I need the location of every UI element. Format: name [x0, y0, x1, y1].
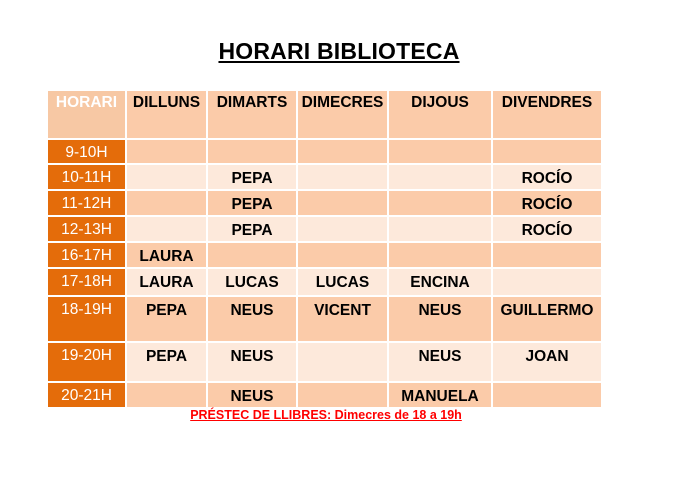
column-header-monday: DILLUNS [126, 91, 207, 139]
hour-cell: 20-21H [48, 382, 126, 408]
table-cell [126, 164, 207, 190]
table-cell [207, 139, 297, 164]
lending-note: PRÉSTEC DE LLIBRES: Dimecres de 18 a 19h [190, 408, 462, 422]
table-cell [126, 139, 207, 164]
table-cell [492, 139, 602, 164]
hour-cell: 16-17H [48, 242, 126, 268]
table-cell [297, 164, 388, 190]
table-cell: PEPA [207, 190, 297, 216]
table-cell: PEPA [207, 164, 297, 190]
table-cell: NEUS [388, 296, 492, 342]
table-cell [297, 242, 388, 268]
header-row [48, 91, 602, 139]
table-cell [126, 216, 207, 242]
schedule-table [48, 91, 603, 409]
column-header-thursday: DIJOUS [388, 91, 492, 139]
table-cell [388, 190, 492, 216]
table-row [48, 242, 602, 268]
table-cell [388, 164, 492, 190]
table-cell: PEPA [126, 296, 207, 342]
table-cell [388, 216, 492, 242]
column-header-tuesday: DIMARTS [207, 91, 297, 139]
table-cell: ROCÍO [492, 216, 602, 242]
table-row [48, 342, 602, 382]
table-cell: ENCINA [388, 268, 492, 296]
table-cell [126, 190, 207, 216]
table-cell [492, 268, 602, 296]
table-cell: ROCÍO [492, 190, 602, 216]
column-header-friday: DIVENDRES [492, 91, 602, 139]
hour-cell: 11-12H [48, 190, 126, 216]
table-cell: ROCÍO [492, 164, 602, 190]
table-row [48, 190, 602, 216]
table-cell [297, 190, 388, 216]
table-cell [297, 216, 388, 242]
table-cell: LUCAS [207, 268, 297, 296]
hour-cell: 9-10H [48, 139, 126, 164]
page-title: HORARI BIBLIOTECA [218, 38, 460, 64]
table-cell [492, 382, 602, 408]
table-cell [388, 242, 492, 268]
hour-cell: 17-18H [48, 268, 126, 296]
table-row [48, 296, 602, 342]
hour-cell: 19-20H [48, 342, 126, 382]
table-row [48, 139, 602, 164]
table-cell: NEUS [388, 342, 492, 382]
table-cell: NEUS [207, 382, 297, 408]
table-cell: LUCAS [297, 268, 388, 296]
hour-cell: 10-11H [48, 164, 126, 190]
table-row [48, 164, 602, 190]
table-row [48, 268, 602, 296]
table-cell: NEUS [207, 342, 297, 382]
column-header-wednesday: DIMECRES [297, 91, 388, 139]
hour-cell: 18-19H [48, 296, 126, 342]
table-cell [492, 242, 602, 268]
table-cell: MANUELA [388, 382, 492, 408]
table-cell [297, 139, 388, 164]
table-cell [207, 242, 297, 268]
table-cell: VICENT [297, 296, 388, 342]
table-row [48, 216, 602, 242]
table-cell: LAURA [126, 242, 207, 268]
table-row [48, 382, 602, 408]
table-cell: NEUS [207, 296, 297, 342]
table-cell: PEPA [207, 216, 297, 242]
table-cell: PEPA [126, 342, 207, 382]
table-cell: GUILLERMO [492, 296, 602, 342]
table-cell [297, 382, 388, 408]
table-cell [126, 382, 207, 408]
table-cell [388, 139, 492, 164]
column-header-hour: HORARI [48, 91, 126, 139]
table-cell: LAURA [126, 268, 207, 296]
table-cell: JOAN [492, 342, 602, 382]
table-cell [297, 342, 388, 382]
hour-cell: 12-13H [48, 216, 126, 242]
